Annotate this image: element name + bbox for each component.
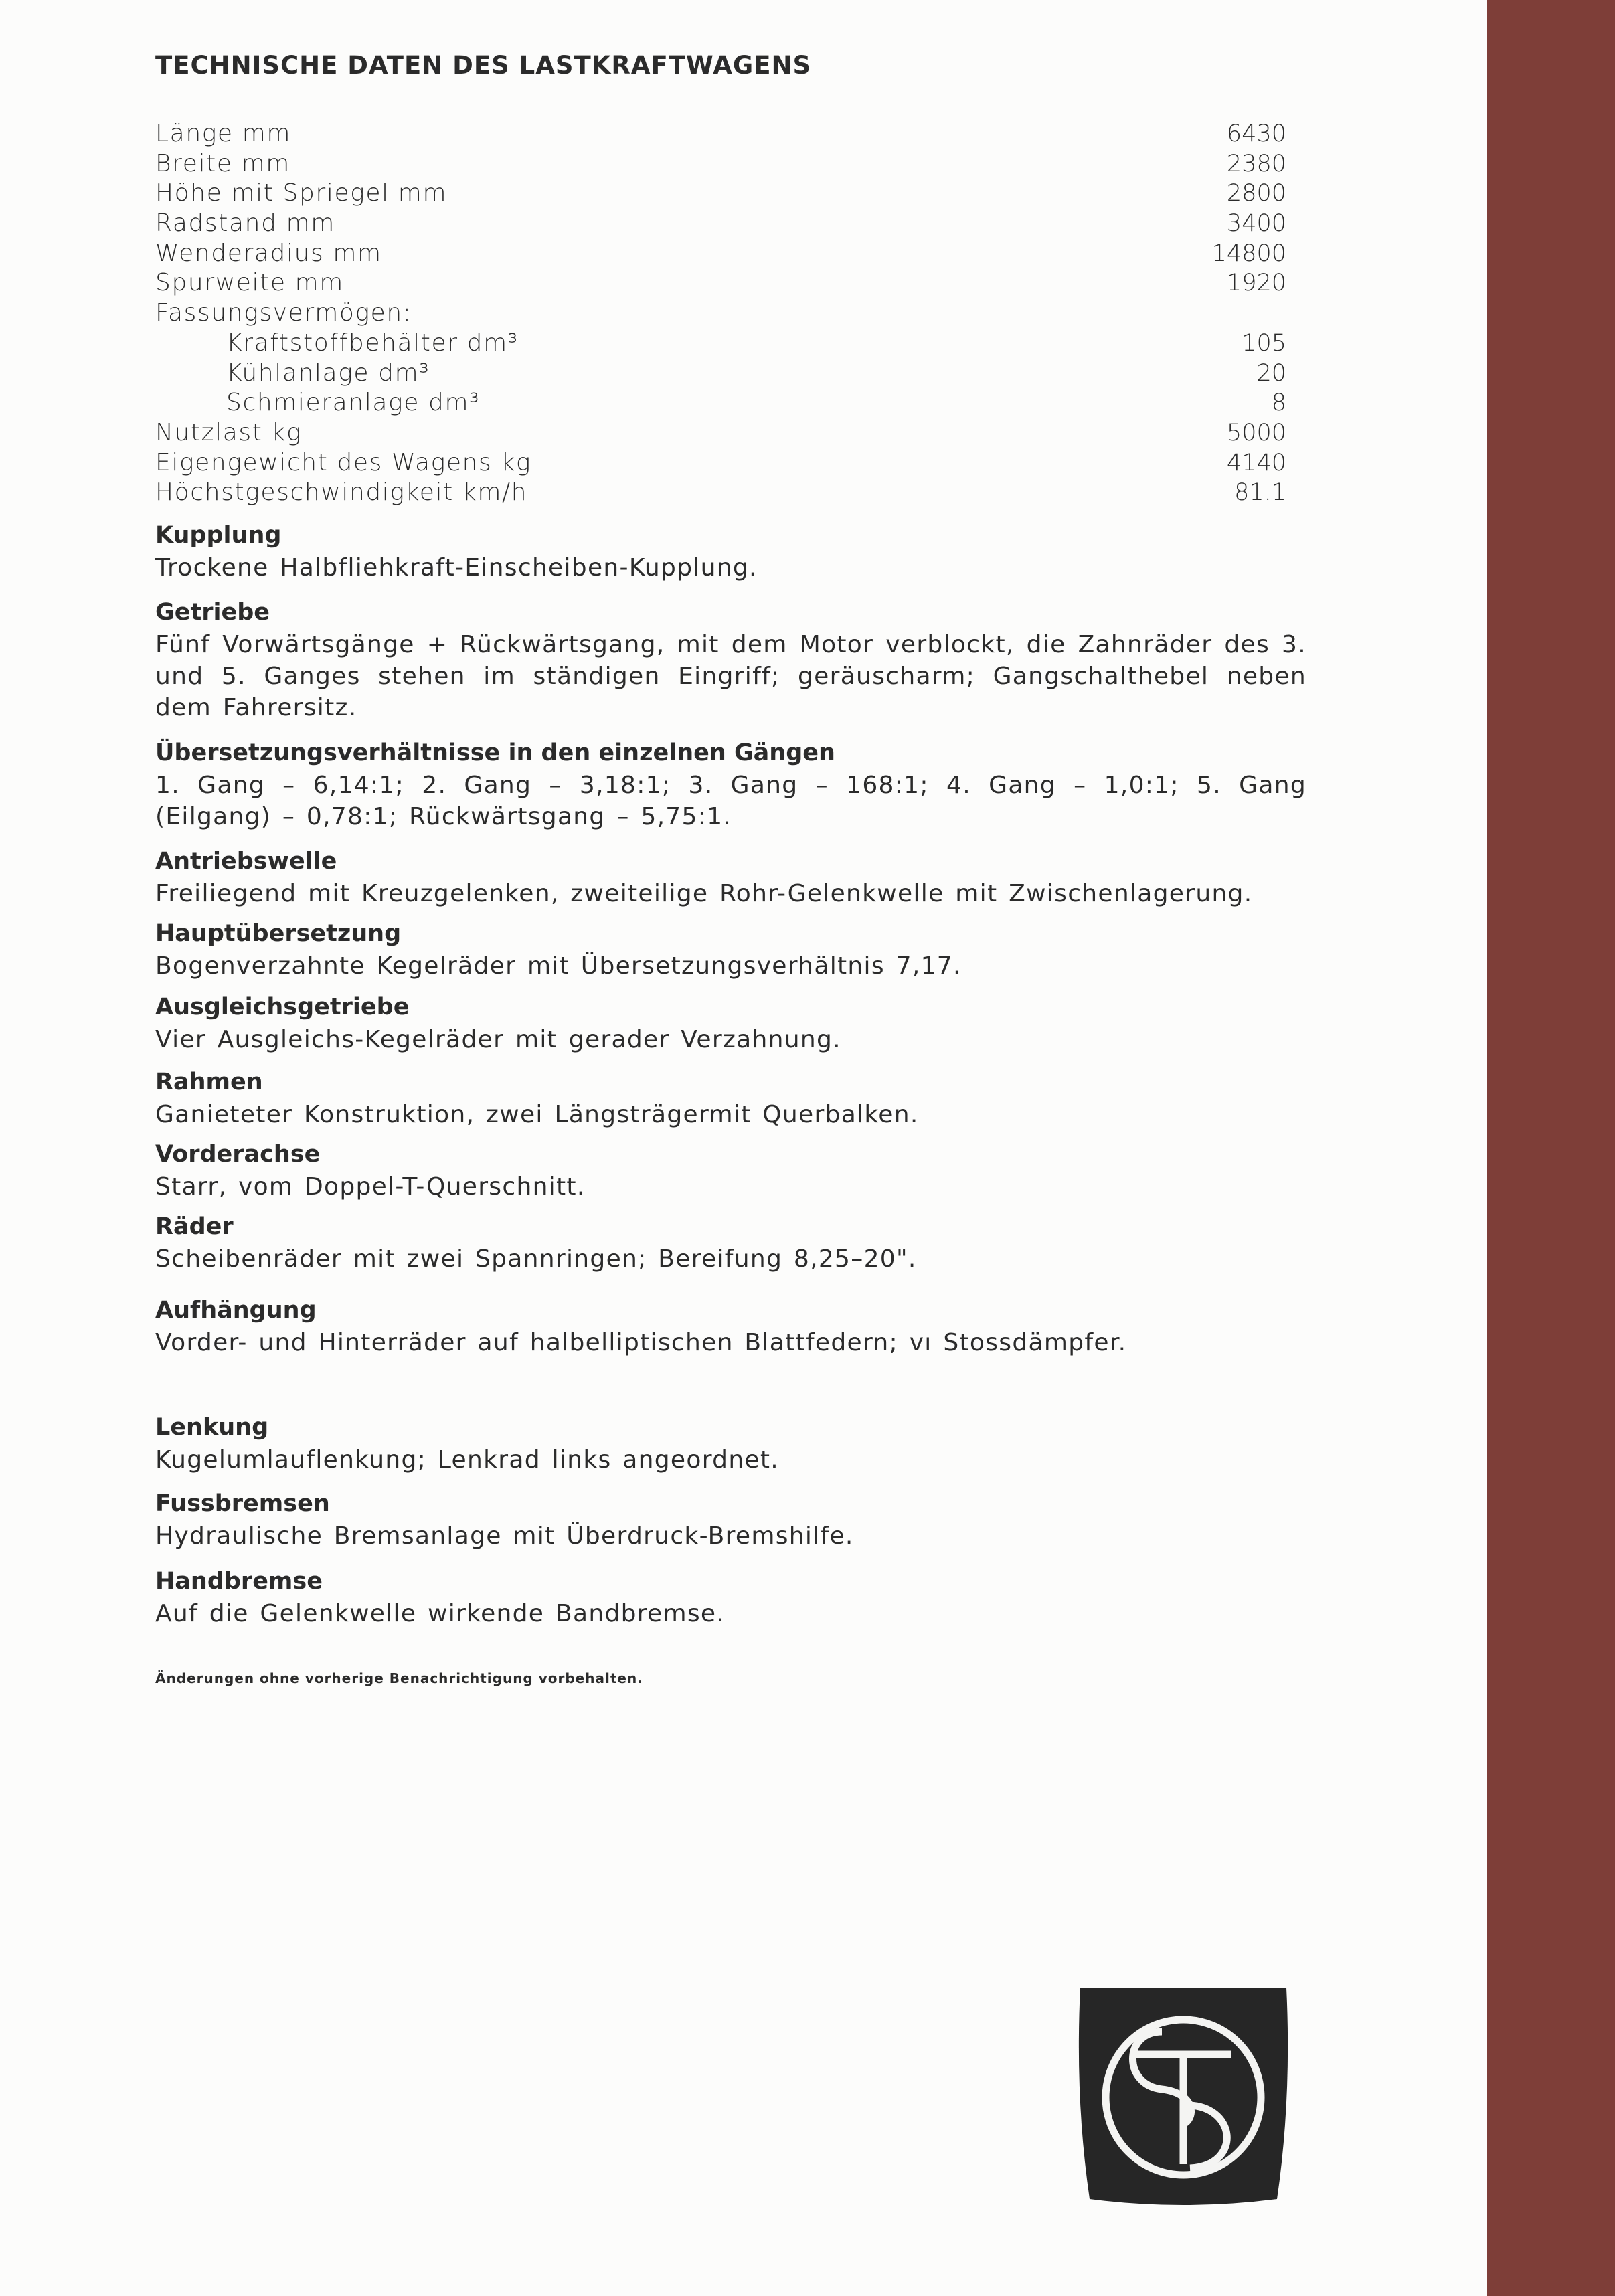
section-text: Auf die Gelenkwelle wirkende Bandbremse. (155, 1600, 726, 1627)
section (155, 519, 1306, 584)
spec-value: 5000 (1226, 419, 1286, 446)
section-heading: Fussbremsen (155, 1490, 330, 1517)
spec-row (155, 268, 1286, 298)
spec-value: 105 (1242, 329, 1286, 357)
st-monogram-logo-icon (1076, 1985, 1290, 2207)
section-heading: Aufhängung (155, 1297, 317, 1324)
spec-row (155, 239, 1286, 269)
spec-label: Höhe mit Spriegel mm (155, 179, 448, 207)
section-text: Bogenverzahnte Kegelräder mit Übersetzungsverhältnis 7,17. (155, 952, 962, 980)
section-text: Vier Ausgleichs-Kegelräder mit gerader Verzahnung. (155, 1026, 841, 1053)
section-heading: Handbremse (155, 1568, 323, 1595)
section-text: Ganieteter Konstruktion, zwei Längsträgermit Querbalken. (155, 1101, 919, 1128)
spec-row (155, 298, 1286, 329)
section-heading: Hauptübersetzung (155, 920, 402, 947)
section-heading: Räder (155, 1213, 234, 1240)
section-heading: Getriebe (155, 599, 270, 626)
spec-value: 2380 (1226, 150, 1286, 177)
section-text: Hydraulische Bremsanlage mit Überdruck-Bremshilfe. (155, 1522, 854, 1550)
spec-row (155, 388, 1286, 418)
section (155, 990, 1306, 1055)
section (155, 917, 1306, 982)
spec-value: 20 (1256, 359, 1286, 387)
spec-value: 81.1 (1234, 479, 1286, 507)
section-heading: Lenkung (155, 1414, 269, 1441)
footnote: Änderungen ohne vorherige Benachrichtigung vorbehalten. (155, 1670, 643, 1686)
spec-label: Kraftstoffbehälter dm³ (226, 329, 519, 357)
spec-label: Eigengewicht des Wagens kg (155, 448, 532, 476)
spec-label: Schmieranlage dm³ (226, 389, 481, 417)
spec-label: Höchstgeschwindigkeit km/h (155, 478, 528, 507)
spec-row (155, 359, 1286, 389)
section (155, 596, 1306, 723)
maroon-side-band (1487, 0, 1615, 2296)
spec-row (155, 179, 1286, 209)
section (155, 845, 1306, 909)
section (155, 1565, 1306, 1629)
section-text: Kugelumlauflenkung; Lenkrad links angeordnet. (155, 1446, 780, 1474)
spec-row (155, 119, 1286, 149)
section (155, 1210, 1306, 1275)
spec-label: Breite mm (155, 149, 290, 177)
section-heading: Vorderachse (155, 1141, 321, 1168)
spec-value: 8 (1271, 389, 1286, 417)
spec-value: 6430 (1226, 120, 1286, 147)
spec-label: Länge mm (155, 120, 292, 147)
spec-value: 2800 (1226, 180, 1286, 207)
spec-row (155, 448, 1286, 478)
spec-row (155, 329, 1286, 359)
section-text: Fünf Vorwärtsgänge + Rückwärtsgang, mit dem Motor verblockt, die Zahnräder des 3. und 5. Ganges stehen im ständigen Eingriff; geräuscharm; Gangschalthebel neben dem Fahrersitz. (155, 631, 1306, 721)
section-text: Starr, vom Doppel-T-Querschnitt. (155, 1173, 586, 1201)
spec-label: Radstand mm (155, 209, 335, 238)
spec-row (155, 149, 1286, 179)
section-text: Vorder- und Hinterräder auf halbelliptischen Blattfedern; vı Stossdämpfer. (155, 1329, 1127, 1356)
spec-label: Wenderadius mm (155, 239, 382, 267)
section-text: Scheibenräder mit zwei Spannringen; Bereifung 8,25–20". (155, 1245, 917, 1273)
section-text: 1. Gang – 6,14:1; 2. Gang – 3,18:1; 3. Gang – 168:1; 4. Gang – 1,0:1; 5. Gang (Eilgang) – 0,78:1; Rückwärtsgang – 5,75:1. (155, 772, 1306, 830)
section-heading: Übersetzungsverhältnisse in den einzelnen Gängen (155, 739, 835, 766)
section-text: Trockene Halbfliehkraft-Einscheiben-Kupplung. (155, 554, 758, 582)
section-heading: Antriebswelle (155, 848, 337, 875)
spec-value: 14800 (1211, 240, 1286, 267)
section (155, 1294, 1306, 1358)
spec-value: 3400 (1226, 210, 1286, 238)
section-heading: Kupplung (155, 522, 282, 549)
section (155, 1138, 1306, 1203)
spec-value: 4140 (1226, 449, 1286, 476)
spec-row (155, 418, 1286, 448)
section (155, 1411, 1306, 1476)
spec-label: Kühlanlage dm³ (226, 359, 430, 387)
section-heading: Rahmen (155, 1069, 263, 1095)
dimension-table (155, 119, 1286, 508)
spec-row (155, 478, 1286, 508)
section (155, 1487, 1306, 1552)
spec-row (155, 209, 1286, 239)
section (155, 736, 1306, 832)
page-title: TECHNISCHE DATEN DES LASTKRAFTWAGENS (155, 51, 812, 80)
section-text: Freiliegend mit Kreuzgelenken, zweiteilige Rohr-Gelenkwelle mit Zwischenlagerung. (155, 880, 1253, 907)
spec-value: 1920 (1226, 270, 1286, 297)
spec-label: Nutzlast kg (155, 418, 303, 446)
spec-label: Fassungsvermögen: (155, 299, 412, 327)
spec-label: Spurweite mm (155, 269, 344, 297)
section-heading: Ausgleichsgetriebe (155, 994, 410, 1021)
section (155, 1065, 1306, 1130)
